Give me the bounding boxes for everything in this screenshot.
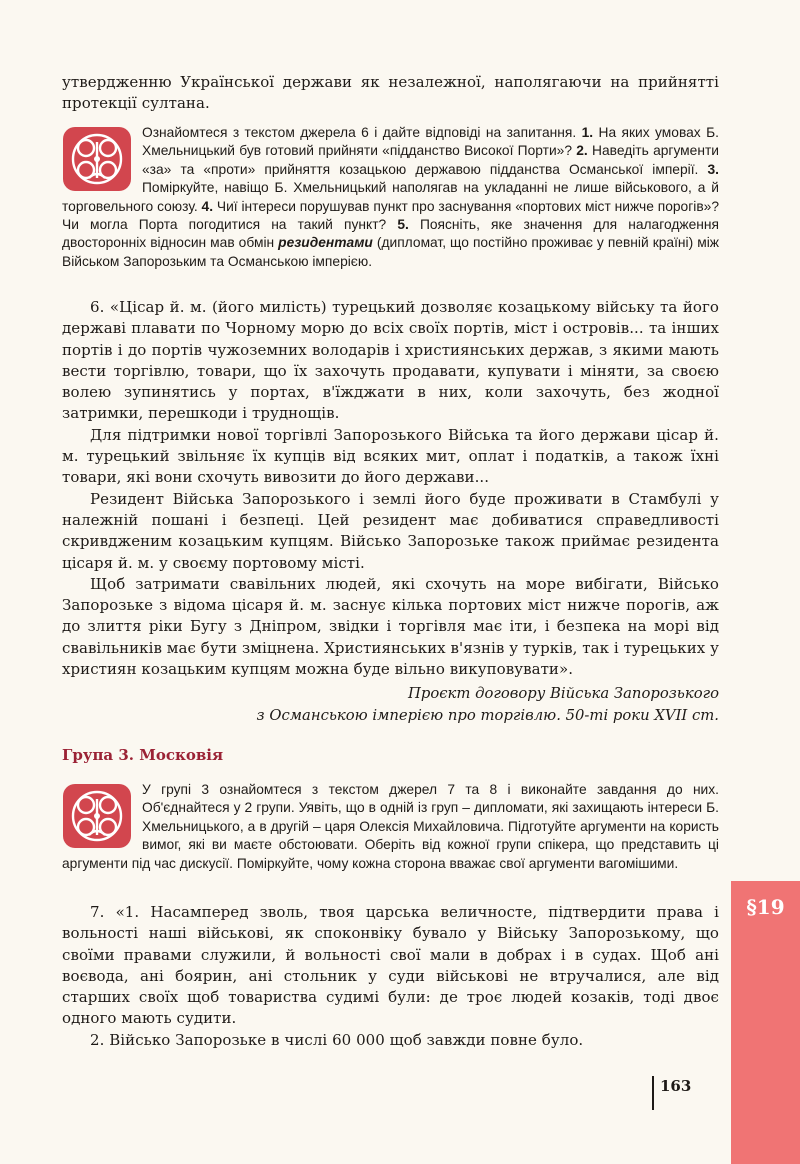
page-number-divider (652, 1076, 654, 1110)
task-block-2 (62, 781, 719, 873)
task-1-segment: 1. (581, 125, 594, 140)
task-1-segment: Поясніть, яке значення для налагодження двосторонніх відносин мав обмін (62, 217, 719, 251)
source-6-paragraph: Резидент Війська Запорозького і землі його буде проживати в Стамбулі у належній пошані і безпеці. Цей резидент має добиватися справедливості скривдженим козацьким купцям. Військо Запорозьке також приймає резидента цісаря й. м. у своєму портовому місті. (62, 489, 719, 572)
group-heading: Група 3. Московія (62, 746, 224, 764)
source-7-quote (62, 902, 719, 1051)
source-6-paragraph: 6. «Цісар й. м. (його милість) турецький дозволяє козацькому війську та його державі плавати по Чорному морю до всіх своїх портів, міст і островів... та інших портів і до портів чужоземних володарів і християнських держав, з якими мають вести торгівлю, товари, що їх захочуть продавати, купувати і міняти, за своєю волею зупинятись у портах, в'їжджати в них, коли захочуть, без жодної затримки, перешкоди і труднощів. (62, 298, 719, 423)
page-number: 163 (660, 1077, 692, 1095)
task-1-segment: 3. (707, 161, 719, 177)
task-2-text: У групі 3 ознайомтеся з текстом джерел 7 та 8 і виконайте завдання до них. Об'єднайтеся у 2 групи. Уявіть, що в одній із груп – дипломати, які захищають інтереси Б. Хмельницького, а в другій – царя Олексія Михайловича. Підготуйте аргументи на користь вимог, які ви маєте обстоювати. Оберіть від кожної групи спікера, що представить ці аргументи під час дискусії. Поміркуйте, чому кожна сторона вважає свої аргументи вагомішими. (62, 782, 719, 871)
task-1-segment: 2. (576, 143, 588, 159)
source-6-paragraph: Щоб затримати свавільних людей, які схочуть на море вибігати, Військо Запорозьке з відома цісаря й. м. заснує кілька портових міст нижче порогів, аж до злиття ріки Бугу з Дніпром, звідки і торгівля має іти, і безпека на морі від свавільників має бути зміцнена. Християнських в'язнів у турків, так і турецьких у християн козацьким купцям можна буде вільно викуповувати». (62, 574, 719, 679)
task-1-segment: резидентами (278, 235, 373, 251)
task-1-segment: Ознайомтеся з текстом джерела 6 і дайте відповіді на запитання. (142, 125, 582, 140)
task-1-segment: Поміркуйте, навіщо Б. Хмельницький наполягав на укладанні не лише військового, а й торговельного союзу. (62, 180, 719, 214)
task-1-segment: (дипломат, що постійно проживає у певній країні) між Військом Запорозьким та Османською імперією. (62, 235, 719, 269)
task-1-segment: Наведіть аргументи «за» та «проти» прийняття козацькою державою підданства Османської імперії. (142, 143, 719, 177)
task-emblem-icon (62, 126, 132, 192)
source-6-quote (62, 297, 719, 680)
source-7-paragraph: 7. «1. Насамперед зволь, твоя царська величносте, підтвердити права і вольності наші військові, як споконвіку бувало у Війську Запорозькому, що своїми правами служили, й вольності свої мали в добрах і в судах. Щоб ані воєвода, ані боярин, ані стольник у суди військові не втручалися, але від старших своїх щоб товариства судимі були: де троє людей козаків, тоді двоє одного мають судити. (62, 903, 719, 1028)
section-tab (731, 881, 800, 1164)
source-7-paragraph: 2. Військо Запорозьке в числі 60 000 щоб завжди повне було. (90, 1030, 584, 1049)
task-1-segment: 5. (397, 217, 409, 233)
task-1-segment: Чиї інтереси порушував пункт про заснування «портових міст нижче порогів»? Чи могла Порта погодитися на такий пункт? (62, 198, 719, 233)
task-1-segment: На яких умовах Б. Хмельницький був готовий прийняти «підданство Високої Порти»? (142, 125, 719, 159)
section-tab-label: §19 (746, 895, 785, 919)
task-1-text (62, 124, 719, 271)
task-1-segment: 4. (201, 198, 214, 214)
intro-paragraph: утвердженню Української держави як незалежної, наполягаючи на прийнятті протекції султана. (62, 73, 719, 113)
citation-line: Проєкт договору Війська Запорозького (407, 685, 719, 702)
task-block-1 (62, 124, 719, 271)
task-emblem-icon (62, 783, 132, 849)
citation-line: з Османською імперією про торгівлю. 50-ті роки XVII ст. (256, 706, 719, 724)
source-6-paragraph: Для підтримки нової торгівлі Запорозького Війська та його держави цісар й. м. турецький звільняє їх купців від всяких мит, оплат і податків, а також їхні товари, які вони схочуть вивозити до його держави... (62, 425, 719, 487)
source-6-citation (62, 683, 719, 726)
